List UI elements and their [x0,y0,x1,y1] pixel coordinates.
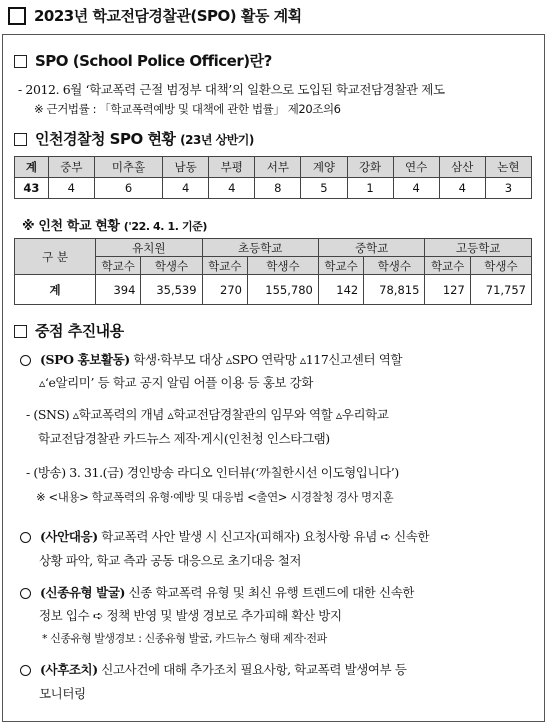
table-header-cell: 학교수 [425,257,470,275]
table-header-cell: 고등학교 [425,239,532,257]
table-header-cell: 중부 [48,157,94,178]
item-promotion-line2: ▵‘e알리미’ 등 학교 공지 알림 어플 이용 등 홍보 강화 [39,375,314,390]
circle-bullet-icon [20,532,31,543]
table-cell: 4 [48,178,94,199]
table-cell: 3 [485,178,531,199]
document-title-bar [2,2,543,30]
table-header-row [15,157,532,178]
table-header-cell: 서부 [255,157,301,178]
table-cell: 5 [301,178,347,199]
item-response-line1 [20,527,429,545]
circle-bullet-icon [20,355,31,366]
table-cell: 1 [347,178,393,199]
item-text: 학교폭력 사안 발생 시 신고자(피해자) 요청사항 유념 ➪ 신속한 [97,529,430,544]
section-subtitle: (23년 상반기) [180,133,254,147]
table-header-cell: 초등학교 [202,239,318,257]
table-cell: 394 [96,275,141,305]
item-response-line2: 상황 파악, 학교 측과 공동 대응으로 초기대응 철저 [39,553,302,568]
table-cell: 78,815 [364,275,425,305]
circle-bullet-icon [20,665,31,676]
section-key-actions [14,320,124,341]
table-header-cell: 학교수 [202,257,247,275]
section-school-status [22,215,207,234]
table-cell: 35,539 [141,275,202,305]
legal-basis-note: ※ 근거법률 : 「학교폭력예방 및 대책에 관한 법률」 제20조의6 [34,102,341,116]
table-header-row [15,239,532,257]
item-text: 신종 학교폭력 유형 및 최신 유행 트렌드에 대한 신속한 [125,585,415,600]
section-title: ※ 인천 학교 현황 [22,219,120,234]
table-cell: 8 [255,178,301,199]
spo-status-table [14,156,532,199]
table-header-cell: 강화 [347,157,393,178]
item-new-type-line2: 정보 입수 ➪ 정책 반영 및 발생 경보로 추가피해 확산 방지 [39,608,342,623]
table-row [15,178,532,199]
item-followup-line2: 모니터링 [39,686,86,701]
table-cell: 71,757 [470,275,531,305]
item-followup-line1 [20,660,407,678]
table-header-cell: 논현 [485,157,531,178]
item-text: 학생·학부모 대상 ▵SPO 연락망 ▵117신고센터 역할 [129,352,403,367]
table-cell: 4 [209,178,255,199]
table-header-cell: 학교수 [96,257,141,275]
square-bullet-icon [14,55,27,68]
circle-bullet-icon [20,588,31,599]
table-header-cell: 삼산 [439,157,485,178]
item-heading: (SPO 홍보활동) [40,352,130,367]
sns-line1: - (SNS) ▵학교폭력의 개념 ▵학교전담경찰관의 임무와 역할 ▵우리학교 [26,407,389,422]
table-header-cell: 계 [15,157,49,178]
item-text: 신고사건에 대해 추가조치 필요사항, 학교폭력 발생여부 등 [97,662,407,677]
table-header-cell: 학교수 [318,257,363,275]
table-cell: 계 [15,275,96,305]
table-header-cell: 유치원 [96,239,203,257]
section-title: 중점 추진내용 [35,322,124,340]
table-row [15,275,532,305]
table-header-cell: 미추홀 [94,157,162,178]
item-new-type-line1 [20,583,414,601]
table-cell: 4 [163,178,209,199]
table-cell: 270 [202,275,247,305]
item-heading: (신종유형 발굴) [40,585,126,600]
broadcast-note: ※ <내용> 학교폭력의 유형·예방 및 대응법 <출연> 시경찰청 경사 명지훈 [36,490,394,504]
table-header-cell: 학생수 [470,257,531,275]
checkbox-square-icon [8,7,26,25]
table-cell: 4 [393,178,439,199]
table-header-cell: 계양 [301,157,347,178]
spo-origin-line: - 2012. 6월 ‘학교폭력 근절 범정부 대책’의 일환으로 도입된 학교전담경찰관 제도 [18,82,445,97]
document-title: 2023년 학교전담경찰관(SPO) 활동 계획 [34,7,302,25]
table-header-cell: 남동 [163,157,209,178]
broadcast-line1: - (방송) 3. 31.(금) 경인방송 라디오 인터뷰(‘까칠한시선 이도형입니다’) [26,465,399,480]
table-cell: 6 [94,178,162,199]
table-header-cell: 부평 [209,157,255,178]
table-header-cell: 학생수 [247,257,318,275]
section-title: SPO (School Police Officer)란? [35,52,272,70]
table-cell: 155,780 [247,275,318,305]
item-heading: (사안대응) [40,529,98,544]
school-status-table [14,238,532,305]
section-title: 인천경찰청 SPO 현황 [35,130,176,148]
table-cell: 43 [15,178,49,199]
section-spo-definition [14,50,272,71]
table-cell: 142 [318,275,363,305]
section-date: ('22. 4. 1. 기준) [123,220,208,233]
square-bullet-icon [14,133,27,146]
section-spo-status [14,128,254,149]
table-header-cell: 중학교 [318,239,425,257]
table-header-cell: 연수 [393,157,439,178]
item-promotion-line1 [20,350,402,368]
table-cell: 127 [425,275,470,305]
sns-line2: 학교전담경찰관 카드뉴스 제작·게시(인천청 인스타그램) [38,431,330,446]
table-header-cell: 학생수 [141,257,202,275]
table-header-cell: 학생수 [364,257,425,275]
new-type-note: * 신종유형 발생경보 : 신종유형 발굴, 카드뉴스 형태 제작·전파 [42,632,327,645]
table-header-cell: 구 분 [15,239,96,275]
square-bullet-icon [14,325,27,338]
table-cell: 4 [439,178,485,199]
item-heading: (사후조치) [40,662,98,677]
